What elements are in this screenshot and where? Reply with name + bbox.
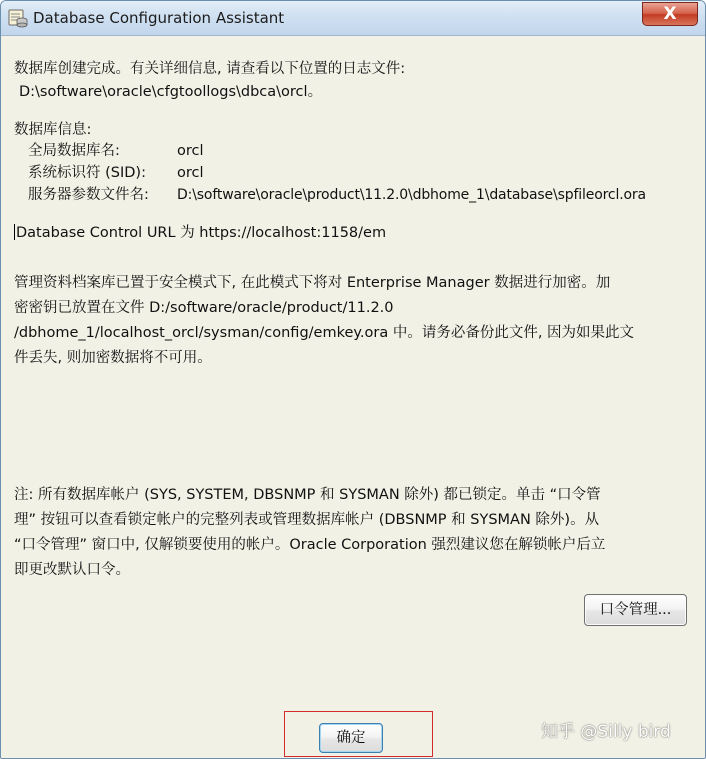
repository-line-1: 管理资料档案库已置于安全模式下, 在此模式下将对 Enterprise Manager 数据进行加密。加	[14, 275, 611, 291]
title-bar[interactable]	[1, 1, 705, 36]
close-icon: X	[663, 4, 677, 24]
spfile-label: 服务器参数文件名:	[28, 187, 149, 203]
control-url-line	[14, 222, 386, 244]
repository-line-2: 密密钥已放置在文件 D:/software/oracle/product/11.2.0	[14, 300, 394, 316]
note-line-3: “口令管理” 窗口中, 仅解锁要使用的帐户。Oracle Corporation 强烈建议您在解锁帐户后立	[14, 537, 606, 553]
log-file-path: D:\software\oracle\cfgtoollogs\dbca\orcl。	[19, 84, 323, 100]
note-line-2: 理” 按钮可以查看锁定帐户的完整列表或管理数据库帐户 (DBSNMP 和 SYSMAN 除外)。从	[14, 512, 600, 528]
control-url-text: Database Control URL 为 https://localhost:1158/em	[16, 225, 387, 241]
watermark: 知乎 @Silly bird	[541, 722, 671, 742]
sid-label: 系统标识符 (SID):	[28, 165, 146, 181]
database-app-icon	[8, 8, 28, 28]
window-title: Database Configuration Assistant	[33, 9, 285, 27]
sid-value: orcl	[177, 165, 204, 181]
global-db-name-value: orcl	[177, 143, 204, 159]
completion-message: 数据库创建完成。有关详细信息, 请查看以下位置的日志文件:	[14, 61, 406, 77]
note-line-1: 注: 所有数据库帐户 (SYS, SYSTEM, DBSNMP 和 SYSMAN 除外) 都已锁定。单击 “口令管	[14, 487, 601, 503]
ok-button[interactable]: 确定	[319, 723, 383, 753]
repository-line-4: 件丢失, 则加密数据将不可用。	[14, 350, 212, 366]
db-info-header: 数据库信息:	[14, 122, 92, 138]
text-cursor	[14, 224, 15, 240]
repository-line-3: /dbhome_1/localhost_orcl/sysman/config/emkey.ora 中。请务必备份此文件, 因为如果此文	[14, 325, 635, 341]
spfile-value: D:\software\oracle\product\11.2.0\dbhome_1\database\spfileorcl.ora	[177, 187, 646, 203]
note-line-4: 即更改默认口令。	[14, 562, 130, 578]
password-management-button[interactable]: 口令管理...	[584, 594, 687, 626]
close-button[interactable]	[642, 2, 698, 26]
global-db-name-label: 全局数据库名:	[28, 143, 120, 159]
